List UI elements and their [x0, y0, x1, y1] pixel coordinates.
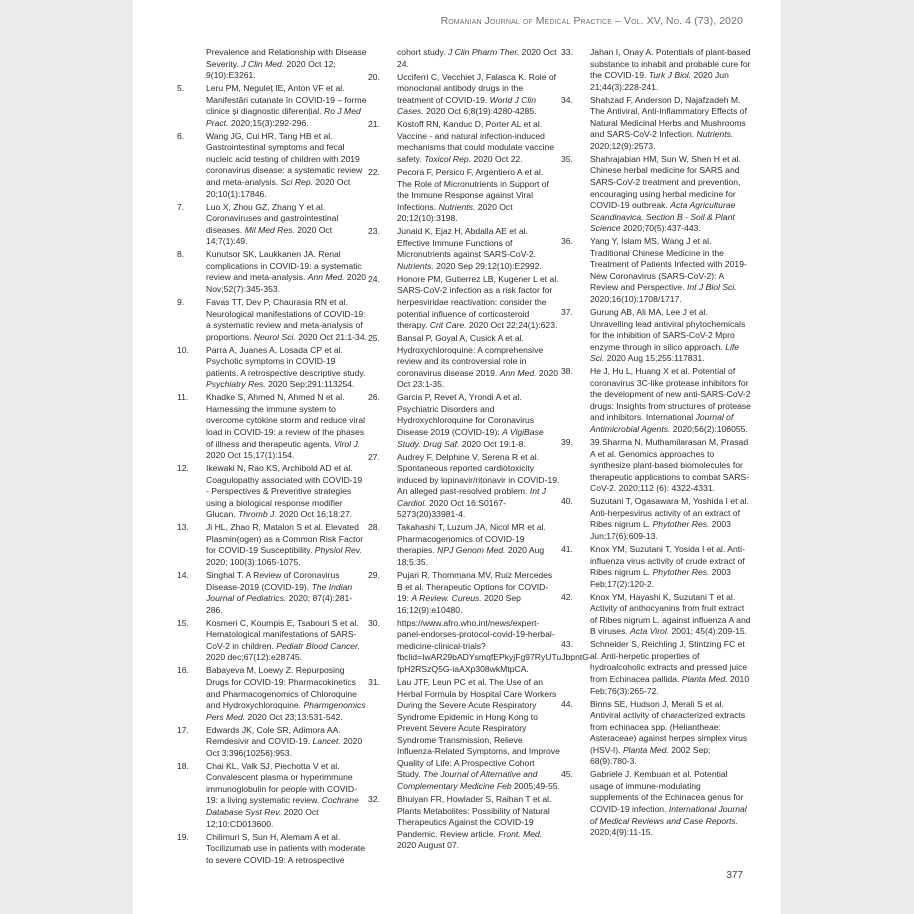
reference-text: [206, 47, 367, 82]
reference-entry: [561, 544, 751, 590]
reference-journal: Toxicol Rep.: [424, 153, 472, 164]
reference-text: [590, 544, 751, 590]
reference-journal: Acta Virol.: [630, 626, 670, 637]
reference-segment: 2020 Oct 12;10:CD013600.: [206, 807, 319, 829]
reference-journal: J Clin Pharm Ther.: [447, 47, 520, 57]
reference-column-3: [561, 47, 751, 840]
reference-segment: Binns SE, Hudson J, Merali S et al. Antiviral activity of characterized extracts from echinacea spp. (Heliantheae: Asteraceae) against herpes simplex virus (HSV-I).: [590, 698, 748, 755]
reference-journal: Life Sci.: [590, 341, 740, 364]
reference-number: 35.: [561, 153, 573, 164]
reference-segment: He J, Hu L, Huang X et al. Potential of coronavirus 3C-like protease inhibitors for the development of new anti-SARS-CoV-2 drugs: Insights from structures of protease and inhibitors. International: [590, 366, 751, 423]
reference-journal: Thromb J.: [238, 509, 277, 520]
reference-number: 21.: [368, 119, 380, 130]
reference-number: 7.: [177, 201, 185, 212]
reference-journal: Journal of Antimicrobial Agents.: [590, 412, 734, 434]
reference-segment: Knox YM, Suzutani T, Yosida I et al. Anti-influenza virus activity of crude extract of Ribes nigrum L.: [590, 543, 745, 578]
reference-segment: 2002 Sep; 68(9):780-3.: [590, 744, 711, 767]
reference-text: [397, 522, 560, 568]
reference-segment: Khadke S, Ahmed N, Ahmed N et al. Harnessing the immune system to overcome cytokine storm and reduce viral load in COVID-19: a review of the phases of illness and therapeutic agents.: [206, 392, 366, 449]
reference-number: 5.: [177, 83, 185, 94]
reference-text: [397, 794, 560, 852]
reference-segment: 2020 Oct 23:1-35.: [397, 367, 559, 390]
reference-entry: [368, 794, 560, 852]
reference-text: [590, 699, 751, 768]
reference-entry: [561, 95, 751, 153]
reference-segment: Ikewaki N, Rao KS, Archibold AD et al. Coagulopathy associated with COVID-19 - Perspectives & Preventive strategies using a biological response modifier Glucan.: [206, 463, 363, 520]
reference-text: [397, 167, 560, 225]
reference-text: [590, 154, 751, 235]
reference-entry: [177, 665, 367, 723]
reference-segment: Junaid K, Ejaz H, Abdalla AE et al. Effective Immune Functions of Micronutrients against SARS-CoV-2.: [397, 226, 536, 260]
reference-journal: Sci Rep.: [280, 177, 313, 188]
journal-page: [133, 0, 781, 914]
reference-entry: [177, 83, 367, 129]
reference-journal: A VigiBase Study. Drug Saf.: [397, 427, 544, 449]
reference-segment: cohort study.: [397, 47, 448, 57]
reference-entry: [561, 366, 751, 435]
reference-number: 12.: [177, 463, 189, 474]
reference-segment: 2020;56(2):106055.: [670, 424, 748, 434]
reference-journal: Int J Cardiol.: [397, 486, 547, 508]
reference-entry: [177, 47, 367, 82]
reference-number: 6.: [177, 130, 185, 141]
reference-segment: Wang JG, Cui HR, Tang HB et al. Gastrointestinal symptoms and fecal nucleic acid testing of children with 2019 coronavirus disease: a systematic review and meta-analysis.: [206, 130, 363, 188]
reference-segment: Singhal T. A Review of Coronavirus Disease-2019 (COVID-19).: [206, 570, 340, 592]
reference-journal: World J Clin Cases.: [397, 94, 536, 117]
reference-segment: Parra A, Juanes A, Losada CP et al. Psychotic symptoms in COVID-19 patients. A retrospective descriptive study.: [206, 344, 366, 378]
reference-segment: Gabriele J. Kembuan et al. Potential usage of immune-modulating supplements of the Echinacea genus for COVID-19 infection.: [590, 769, 744, 814]
reference-number: 34.: [561, 94, 573, 105]
reference-number: 29.: [368, 570, 380, 581]
reference-text: [397, 677, 560, 792]
reference-entry: [177, 345, 367, 391]
reference-entry: [368, 274, 560, 332]
reference-entry: [177, 202, 367, 248]
reference-segment: Ucciferri C, Vecchiet J, Falasca K. Role of monoclonal antibody drugs in the treatment of COVID-19.: [397, 71, 557, 105]
reference-segment: Babayeva M, Loewy Z. Repurposing Drugs for COVID-19: Pharmacokinetics and Pharmacogenomics of Chloroquine and Hydroxychloroquine.: [206, 665, 357, 711]
reference-text: [206, 665, 367, 723]
reference-entry: [561, 437, 751, 495]
reference-number: 15.: [177, 617, 189, 628]
running-header: Romanian Journal of Medical Practice – Vol. XV, No. 4 (73), 2020: [440, 15, 743, 27]
reference-segment: Shahrajabian HM, Sun W, Shen H et al. Chinese herbal medicine for SARS and SARS-CoV-2 treatment and prevention, encouraging using herbal medicine for COVID-19 outbreak.: [590, 153, 741, 211]
reference-text: [206, 725, 367, 760]
reference-number: 16.: [177, 665, 189, 676]
reference-segment: Edwards JK, Cole SR, Adimora AA. Remdesivir and COVID-19.: [206, 724, 341, 747]
reference-journal: Phytother Res.: [652, 519, 710, 530]
reference-segment: Takahashi T, Luzum JA, Nicol MR et al. Pharmacogenomics of COVID-19 therapies.: [397, 522, 546, 556]
reference-text: [206, 202, 367, 248]
reference-segment: 2020 Oct 6;8(19):4280-4285.: [423, 106, 537, 117]
reference-number: 43.: [561, 639, 573, 650]
reference-number: 23.: [368, 226, 380, 237]
reference-segment: 2020 dec;67(12):e28745.: [206, 652, 303, 663]
reference-segment: Leru PM, Neguleț IE, Anton VF et al. Manifestări cutanate în COVID-19 – forme clinice și diagnostic diferențial.: [206, 83, 367, 117]
reference-segment: 2020 Oct 21:1-34.: [295, 331, 367, 342]
reference-text: [590, 769, 751, 838]
reference-text: [206, 345, 367, 391]
reference-segment: 2020 Oct 22;24(1):623.: [466, 320, 558, 331]
reference-entry: [368, 677, 560, 792]
reference-text: [397, 274, 560, 332]
reference-segment: 2020 Oct 12; 9(10):E3261.: [206, 58, 336, 81]
reference-entry: [561, 769, 751, 838]
reference-entry: [368, 570, 560, 616]
reference-segment: 2003 Jun;17(6):609-13.: [590, 519, 731, 541]
reference-number: 36.: [561, 236, 573, 247]
reference-journal: The Journal of Alternative and Complementary Medicine Feb: [397, 769, 538, 791]
reference-segment: 2020 Oct 3;396(10256):953.: [206, 736, 363, 758]
reference-number: 9.: [177, 296, 185, 307]
reference-number: 19.: [177, 831, 189, 842]
reference-number: 45.: [561, 769, 573, 780]
reference-segment: 2010 Feb;76(3):265-72.: [590, 673, 750, 696]
reference-number: 38.: [561, 366, 573, 377]
reference-segment: 2020;16(10):1708/1717.: [590, 293, 682, 304]
reference-text: [397, 333, 560, 391]
reference-journal: Virol J.: [334, 438, 361, 449]
reference-number: 11.: [177, 392, 189, 403]
reference-segment: 2020 Oct 14;7(1):49.: [206, 224, 333, 247]
reference-segment: 2020 Oct 23;13:531-542.: [245, 711, 343, 722]
reference-segment: 2001; 45(4):209-15.: [669, 626, 748, 637]
reference-number: 22.: [368, 166, 380, 177]
reference-segment: Yang Y, Islam MS, Wang J et al. Traditional Chinese Medicine in the Treatment of Patients Infected with 2019-New Coronavirus (SARS-CoV-2): A Review and Perspective.: [590, 236, 747, 293]
reference-segment: Honore PM, Gutierrez LB, Kugener L et al. SARS-CoV-2 infection as a risk factor for herpesviridae reactivation: consider the potential influence of corticosteroid therapy.: [397, 273, 559, 331]
reference-segment: 2020 Oct 24.: [397, 47, 557, 69]
reference-text: [397, 392, 560, 450]
reference-number: 25.: [368, 333, 380, 344]
reference-segment: Pecora F, Persico F, Argentiero A et al. The Role of Micronutrients in Support of the Immune Response against Viral Infections.: [397, 166, 549, 212]
reference-segment: 2020 Aug 15;255:117831.: [604, 353, 705, 364]
reference-text: [397, 72, 560, 118]
reference-journal: Planta Med.: [681, 673, 728, 684]
reference-entry: [561, 47, 751, 93]
reference-journal: Nutrients.: [397, 260, 434, 271]
reference-number: 39.: [561, 437, 573, 448]
reference-column-1: [177, 47, 367, 868]
reference-number: 42.: [561, 591, 573, 602]
reference-entry: [368, 333, 560, 391]
reference-journal: Cochrane Database Syst Rev.: [206, 795, 359, 817]
reference-text: [397, 119, 560, 165]
reference-segment: Kunutsor SK, Laukkanen JA. Renal complications in COVID-19: a systematic review and meta-analysis.: [206, 249, 362, 283]
reference-journal: NPJ Genom Med.: [437, 545, 506, 556]
reference-entry: [177, 522, 367, 568]
reference-entry: [368, 119, 560, 165]
reference-segment: 2020;4(9):11-15.: [590, 827, 653, 838]
reference-segment: Chilimuri S, Sun H, Alemam A et al. Tocilizumab use in patients with moderate to severe COVID-19: A retrospective: [206, 831, 366, 865]
reference-text: [590, 366, 751, 435]
reference-segment: 2020 Sep 16;12(9):e10480.: [397, 593, 521, 615]
reference-entry: [177, 570, 367, 616]
reference-segment: 2020 Sep 29;12(10):E2992.: [433, 260, 542, 271]
reference-segment: 2020;70(5):437-443.: [620, 223, 701, 234]
reference-number: 20.: [368, 71, 380, 82]
reference-entry: [177, 392, 367, 461]
reference-entry: [368, 452, 560, 521]
reference-segment: Schneider S, Reichling J, Stintzing FC et al. Anti-herpetic properties of hydroalcoholic extracts and pressed juice from Echinacea pallida.: [590, 639, 748, 684]
reference-segment: 2020 Nov;52(7):345-353.: [206, 272, 367, 294]
reference-entry: [177, 618, 367, 664]
reference-segment: Kosmeri C, Koumpis E, Tsabouri S et al. Hematological manifestations of SARS-CoV-2 in children.: [206, 617, 359, 651]
reference-text: [206, 131, 367, 200]
reference-number: 33.: [561, 47, 573, 57]
reference-entry: [177, 725, 367, 760]
page-number: 377: [726, 870, 743, 881]
reference-segment: Gurung AB, Ali MA, Lee J et al. Unravelling lead antiviral phytochemicals for the inhibition of SARS-CoV-2 Mpro enzyme through in silico approach.: [590, 307, 746, 352]
reference-segment: 2020 August 07.: [397, 840, 460, 851]
reference-segment: Favas TT, Dev P, Chaurasia RN et al. Neurological manifestations of COVID-19: a systematic review and meta-analysis of proportions.: [206, 296, 366, 342]
reference-text: [590, 496, 751, 542]
reference-journal: Ann Med.: [499, 367, 537, 378]
reference-journal: Mil Med Res.: [244, 224, 295, 235]
reference-segment: Prevalence and Relationship with Disease Severity.: [206, 47, 367, 69]
reference-segment: Garcia P, Revet A, Yrondi A et al. Psychiatric Disorders and Hydroxychloroquine for Coronavirus Disease 2019 (COVID-19):: [397, 392, 535, 437]
reference-entry: [368, 72, 560, 118]
reference-text: [397, 47, 560, 70]
reference-segment: 2020;12(9):2573.: [590, 140, 656, 151]
reference-segment: 2020;15(3):292-296.: [228, 117, 309, 128]
reference-journal: Nutrients.: [438, 201, 476, 212]
reference-segment: Kostoff RN, Kanduc D, Porter AL et al. Vaccine - and natural infection-induced mechanisms that could modulate vaccine safety.: [397, 119, 555, 164]
reference-segment: Ji HL, Zhao R, Matalon S et al. Elevated Plasmin(ogen) as a Common Risk Factor for COVID-19 Susceptibility.: [206, 522, 364, 556]
reference-entry: [561, 592, 751, 638]
reference-segment: Bhuiyan FR, Howlader S, Raihan T et al. Plants Metabolites: Possibility of Natural Therapeutics Against the COVID-19 Pandemic. Review article.: [397, 793, 552, 839]
reference-journal: J Clin Med.: [241, 58, 285, 69]
reference-journal: Front. Med.: [498, 828, 543, 839]
reference-text: [206, 249, 367, 295]
reference-text: [206, 463, 367, 521]
reference-segment: Audrey F, Delphine V, Serena R et al. Spontaneous reported cardiotoxicity induced by lopinavir/ritonavir in COVID-19. An alleged past-resolved problem.: [397, 451, 560, 497]
reference-number: 18.: [177, 760, 189, 771]
reference-journal: Acta Agriculturae Scandinavica, Section B - Soil & Plant Science: [590, 200, 736, 234]
reference-journal: Planta Med.: [622, 744, 669, 755]
reference-entry: [561, 639, 751, 697]
reference-text: [206, 570, 367, 616]
reference-segment: Luo X, Zhou GZ, Zhang Y et al. Coronaviruses and gastrointestinal diseases.: [206, 201, 339, 235]
reference-text: [590, 437, 751, 495]
reference-entry: [561, 154, 751, 235]
reference-segment: Lau JTF, Leun PC et al. The Use of an Herbal Formula by Hospital Care Workers During the Severe Acute Respiratory Syndrome Epidemic in Hong Kong to Prevent Severe Acute Respiratory Syndrome Transmission, Relieve Influenza-Related Symptoms, and Improve Quality of Life: A Prospective Cohort Study.: [397, 676, 560, 780]
reference-journal: Pediatr Blood Cancer.: [276, 640, 360, 651]
reference-text: [206, 522, 367, 568]
reference-segment: Knox YM, Hayashi K, Suzutani T et al. Activity of anthocyanins from fruit extract of Ribes nigrum L. against influenza A and B viruses.: [590, 591, 751, 637]
reference-segment: 2020 Aug 18;5:35.: [397, 545, 545, 568]
reference-text: [397, 570, 560, 616]
reference-entry: [177, 249, 367, 295]
reference-journal: Lancet.: [312, 736, 341, 747]
reference-segment: 2020; 100(3):1065-1075.: [206, 557, 301, 568]
reference-segment: 2020 Jun 21;44(3):228-241.: [590, 70, 729, 92]
reference-text: [206, 761, 367, 830]
reference-entry: [368, 522, 560, 568]
reference-segment: Pujari R, Thommana MV, Ruiz Mercedes B et al. Therapeutic Options for COVID-19:: [397, 570, 553, 604]
reference-number: 8.: [177, 249, 185, 260]
reference-number: 37.: [561, 307, 573, 318]
reference-journal: Neurol Sci.: [253, 331, 296, 342]
reference-text: [206, 618, 367, 664]
reference-journal: Int J Biol Sci.: [686, 282, 737, 293]
reference-segment: Jahan I, Onay A. Potentials of plant-based substance to inhabit and probable cure for the COVID-19.: [590, 47, 751, 81]
reference-number: 32.: [368, 793, 380, 804]
reference-segment: 2020 Oct 16;18:27.: [276, 509, 353, 520]
reference-segment: Bansal P, Goyal A, Cusick A et al. Hydroxychloroquine: A comprehensive review and its controversial role in coronavirus disease 2019.: [397, 333, 544, 378]
reference-segment: 2020; 87(4):281-286.: [206, 593, 353, 615]
reference-text: [206, 83, 367, 129]
reference-entry: [177, 297, 367, 343]
reference-text: [206, 297, 367, 343]
reference-text: [590, 307, 751, 365]
reference-number: 10.: [177, 344, 189, 355]
reference-segment: Chai KL, Valk SJ, Piechotta V et al. Convalescent plasma or hyperimmune immunoglobulin for people with COVID-19: a living systematic review.: [206, 760, 357, 806]
reference-segment: Shahzad F, Anderson D, Najafzadeh M. The Antiviral, Anti-Inflammatory Effects of Natural Medicinal Herbs and Mushrooms and SARS-CoV-2 Infection.: [590, 94, 747, 140]
reference-text: [590, 639, 751, 697]
reference-entry: [177, 761, 367, 830]
reference-entry: [368, 392, 560, 450]
reference-journal: Ann Med.: [307, 272, 345, 283]
reference-number: 14.: [177, 570, 189, 581]
reference-entry: [561, 236, 751, 305]
reference-segment: 2020 Oct 15;17(1):154.: [206, 450, 295, 461]
reference-number: 24.: [368, 273, 380, 284]
reference-text: [590, 592, 751, 638]
reference-number: 13.: [177, 522, 189, 533]
reference-segment: 2020 Sep;291:113254.: [265, 379, 355, 390]
reference-journal: Turk J Biol.: [648, 70, 692, 81]
reference-segment: 2003 Feb;17(2):120-2.: [590, 567, 731, 589]
reference-journal: International Journal of Medical Reviews and Case Reports.: [590, 804, 747, 826]
reference-journal: Physiol Rev.: [314, 545, 362, 556]
reference-journal: Ro J Med Pract.: [206, 106, 361, 128]
reference-segment: Suzutani T, Ogasawara M, Yoshida I et al. Anti-herpesvirus activity of an extract of Ribes nigrum L.: [590, 496, 749, 530]
reference-text: [397, 226, 560, 272]
reference-entry: [561, 307, 751, 365]
reference-text: [590, 95, 751, 153]
reference-number: 27.: [368, 451, 380, 462]
reference-entry: [177, 131, 367, 200]
reference-entry: [561, 496, 751, 542]
reference-journal: Nutrients.: [696, 129, 734, 140]
reference-text: [590, 236, 751, 305]
reference-number: 26.: [368, 392, 380, 403]
reference-entry: [368, 226, 560, 272]
reference-segment: 2020 Oct 19:1-8.: [459, 438, 526, 449]
reference-text: [206, 832, 367, 867]
reference-number: 44.: [561, 698, 573, 709]
reference-number: 41.: [561, 543, 573, 554]
reference-segment: https://www.afro.who.int/news/expert-panel-endorses-protocol-covid-19-herbal-medicine-clinical-trials?fbclid=IwAR29bADYsmqfEPkyjFg97RyUTuJbpntG-fpH2RSzQ5G-iaAXp308wkMtpCA.: [397, 617, 592, 674]
reference-number: 40.: [561, 496, 573, 507]
reference-segment: 2020 Oct 20;10(1):17846.: [206, 177, 351, 199]
reference-text: [590, 47, 751, 93]
reference-entry: [177, 832, 367, 867]
reference-entry: [368, 47, 560, 70]
reference-text: [206, 392, 367, 461]
reference-number: 28.: [368, 522, 380, 533]
reference-number: 17.: [177, 724, 189, 735]
reference-text: [397, 452, 560, 521]
reference-journal: Crit Care.: [429, 320, 467, 331]
reference-segment: 2020 Oct 22.: [471, 153, 523, 164]
reference-segment: 2005;49-55.: [511, 780, 560, 791]
reference-entry: [561, 699, 751, 768]
reference-number: 30.: [368, 617, 380, 628]
reference-journal: Psychiatry Res.: [206, 379, 266, 390]
reference-journal: The Indian Journal of Pediatrics.: [206, 581, 353, 604]
reference-segment: 2020 Oct 20;12(10):3198.: [397, 201, 513, 224]
reference-entry: [177, 463, 367, 521]
reference-journal: A Review. Cureus.: [411, 593, 482, 604]
reference-number: 31.: [368, 676, 380, 687]
reference-entry: [368, 167, 560, 225]
reference-journal: Phytother Res.: [652, 567, 710, 578]
reference-journal: Pharmgenomics Pers Med.: [206, 700, 366, 722]
reference-segment: 39.Sharma N, Muthamilarasan M, Prasad A et al. Genomics approaches to synthesize plant-based biomolecules for therapeutic applications to combat SARS-CoV-2. 2020;112 (6): 4322-4331.: [590, 437, 750, 494]
reference-segment: 2020 Oct 16:S0167-5273(20)33981-4.: [397, 497, 506, 520]
